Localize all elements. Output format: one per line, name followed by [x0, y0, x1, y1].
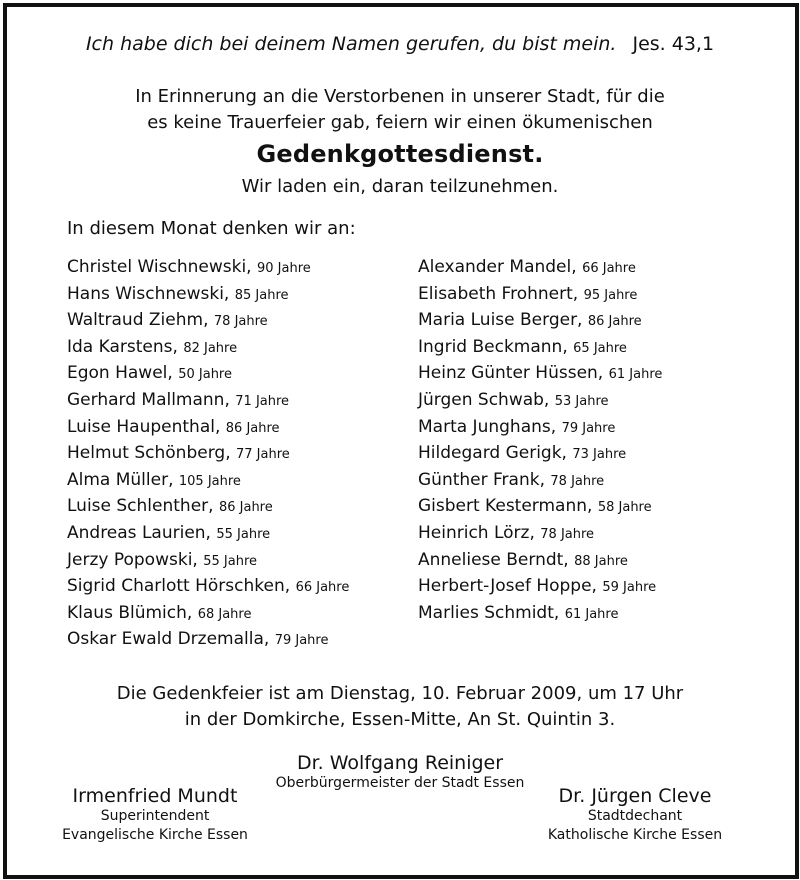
- signature-mayor: [250, 752, 550, 793]
- deceased-age: 78 Jahre: [213, 314, 268, 330]
- deceased-age: 88 Jahre: [574, 553, 628, 569]
- deceased-age: 58 Jahre: [597, 500, 652, 516]
- deceased-age: 53 Jahre: [554, 393, 609, 409]
- bible-quote-text: Ich habe dich bei deinem Namen gerufen, du bist mein.: [85, 33, 617, 55]
- deceased-entry: [67, 468, 349, 495]
- deceased-name: Marlies Schmidt,: [418, 602, 560, 623]
- deceased-entry: [418, 255, 662, 282]
- event-line-1: Die Gedenkfeier ist am Dienstag, 10. Februar 2009, um 17 Uhr: [116, 683, 684, 704]
- deceased-entry: [67, 282, 349, 309]
- deceased-name: Herbert-Josef Hoppe,: [418, 576, 597, 597]
- deceased-entry: [418, 282, 662, 309]
- deceased-name: Ingrid Beckmann,: [418, 336, 568, 357]
- deceased-name: Helmut Schönberg,: [67, 443, 231, 464]
- deceased-age: 86 Jahre: [587, 314, 642, 330]
- bible-reference: Jes. 43,1: [632, 33, 715, 55]
- deceased-name: Christel Wischnewski,: [67, 257, 252, 277]
- deceased-name: Egon Hawel,: [67, 363, 173, 384]
- deceased-entry: [418, 521, 662, 548]
- deceased-entry: [67, 494, 349, 521]
- deceased-name: Heinz Günter Hüssen,: [418, 363, 604, 384]
- deceased-age: 85 Jahre: [234, 287, 289, 303]
- deceased-name: Elisabeth Frohnert,: [418, 283, 579, 304]
- deceased-name: Anneliese Berndt,: [418, 549, 569, 570]
- deceased-age: 77 Jahre: [236, 447, 290, 463]
- deceased-age: 82 Jahre: [183, 340, 238, 356]
- intro-line-2: es keine Trauerfeier gab, feiern wir einen ökumenischen: [147, 112, 653, 133]
- deceased-name: Luise Schlenther,: [67, 496, 214, 517]
- deceased-entry: [67, 361, 349, 388]
- deceased-entry: [67, 335, 349, 362]
- deceased-entry: [67, 308, 349, 335]
- deceased-age: 55 Jahre: [216, 526, 271, 542]
- deceased-age: 73 Jahre: [572, 447, 627, 463]
- deceased-entry: [418, 388, 662, 415]
- deceased-name: Ida Karstens,: [67, 336, 178, 357]
- signature-superintendent: [35, 785, 275, 845]
- deceased-name: Oskar Ewald Drzemalla,: [67, 629, 270, 650]
- deceased-age: 86 Jahre: [225, 420, 280, 436]
- deceased-name: Luise Haupenthal,: [67, 416, 221, 437]
- deceased-entry: [67, 574, 349, 601]
- signatory-name: Dr. Wolfgang Reiniger: [296, 752, 504, 774]
- intro-line-1: In Erinnerung an die Verstorbenen in unserer Stadt, für die: [135, 86, 665, 107]
- deceased-name: Gisbert Kestermann,: [418, 496, 593, 517]
- deceased-age: 105 Jahre: [178, 473, 241, 489]
- deceased-entry: [67, 415, 349, 442]
- deceased-entry: [67, 388, 349, 415]
- intro-text: [0, 84, 800, 136]
- deceased-entry: [67, 521, 349, 548]
- deceased-age: 86 Jahre: [218, 500, 273, 516]
- deceased-age: 79 Jahre: [561, 420, 616, 436]
- deceased-entry: [418, 335, 662, 362]
- deceased-name: Marta Junghans,: [418, 416, 557, 437]
- deceased-age: 66 Jahre: [582, 261, 636, 276]
- headline: Gedenkgottesdienst.: [256, 140, 544, 168]
- deceased-name: Jürgen Schwab,: [418, 389, 550, 410]
- deceased-entry: [67, 548, 349, 575]
- deceased-age: 59 Jahre: [602, 580, 657, 596]
- deceased-age: 78 Jahre: [550, 473, 605, 489]
- deceased-age: 90 Jahre: [256, 261, 311, 276]
- deceased-age: 61 Jahre: [608, 367, 663, 383]
- signature-dean: [520, 785, 750, 845]
- event-details: [0, 681, 800, 733]
- deceased-entry: [418, 574, 662, 601]
- deceased-entry: [67, 255, 349, 282]
- deceased-name: Günther Frank,: [418, 469, 545, 490]
- deceased-entry: [67, 601, 349, 628]
- deceased-age: 95 Jahre: [583, 287, 638, 303]
- signatory-title: Oberbürgermeister der Stadt Essen: [275, 775, 525, 791]
- deceased-age: 55 Jahre: [203, 553, 258, 569]
- deceased-entry: [418, 415, 662, 442]
- deceased-name: Andreas Laurien,: [67, 522, 211, 543]
- deceased-name: Gerhard Mallmann,: [67, 389, 230, 410]
- deceased-entry: [418, 601, 662, 628]
- deceased-entry: [67, 441, 349, 468]
- deceased-name: Maria Luise Berger,: [418, 310, 583, 331]
- deceased-name: Alma Müller,: [67, 469, 174, 490]
- deceased-name: Jerzy Popowski,: [67, 549, 198, 570]
- deceased-age: 65 Jahre: [573, 340, 627, 356]
- deceased-name: Hans Wischnewski,: [67, 283, 230, 304]
- invitation: Wir laden ein, daran teilzunehmen.: [241, 176, 559, 197]
- signatory-organization: Evangelische Kirche Essen: [62, 827, 248, 843]
- deceased-name: Heinrich Lörz,: [418, 522, 535, 543]
- deceased-entry: [418, 494, 662, 521]
- deceased-age: 50 Jahre: [178, 367, 232, 383]
- signatory-title: Stadtdechant: [587, 808, 683, 824]
- deceased-list-left: [67, 255, 349, 654]
- deceased-entry: [418, 468, 662, 495]
- signatory-title: Superintendent: [100, 808, 210, 824]
- deceased-name: Klaus Blümich,: [67, 602, 193, 623]
- deceased-age: 68 Jahre: [197, 606, 252, 622]
- event-line-2: in der Domkirche, Essen-Mitte, An St. Quintin 3.: [184, 709, 616, 730]
- deceased-age: 79 Jahre: [274, 633, 329, 649]
- deceased-name: Waltraud Ziehm,: [67, 310, 209, 331]
- deceased-entry: [418, 441, 662, 468]
- signatory-organization: Katholische Kirche Essen: [547, 827, 723, 843]
- deceased-entry: [418, 361, 662, 388]
- bible-quote: [0, 33, 800, 55]
- deceased-age: 78 Jahre: [540, 526, 595, 542]
- signatory-name: Irmenfried Mundt: [72, 785, 238, 807]
- deceased-entry: [418, 308, 662, 335]
- deceased-entry: [418, 548, 662, 575]
- signatory-name: Dr. Jürgen Cleve: [558, 785, 712, 807]
- deceased-list-right: [418, 255, 662, 627]
- month-intro: In diesem Monat denken wir an:: [67, 218, 356, 239]
- deceased-age: 71 Jahre: [235, 393, 290, 409]
- deceased-age: 66 Jahre: [295, 580, 350, 596]
- deceased-name: Hildegard Gerigk,: [418, 443, 567, 464]
- deceased-name: Alexander Mandel,: [418, 257, 577, 277]
- deceased-name: Sigrid Charlott Hörschken,: [67, 576, 291, 597]
- deceased-age: 61 Jahre: [564, 606, 619, 622]
- deceased-entry: [67, 627, 349, 654]
